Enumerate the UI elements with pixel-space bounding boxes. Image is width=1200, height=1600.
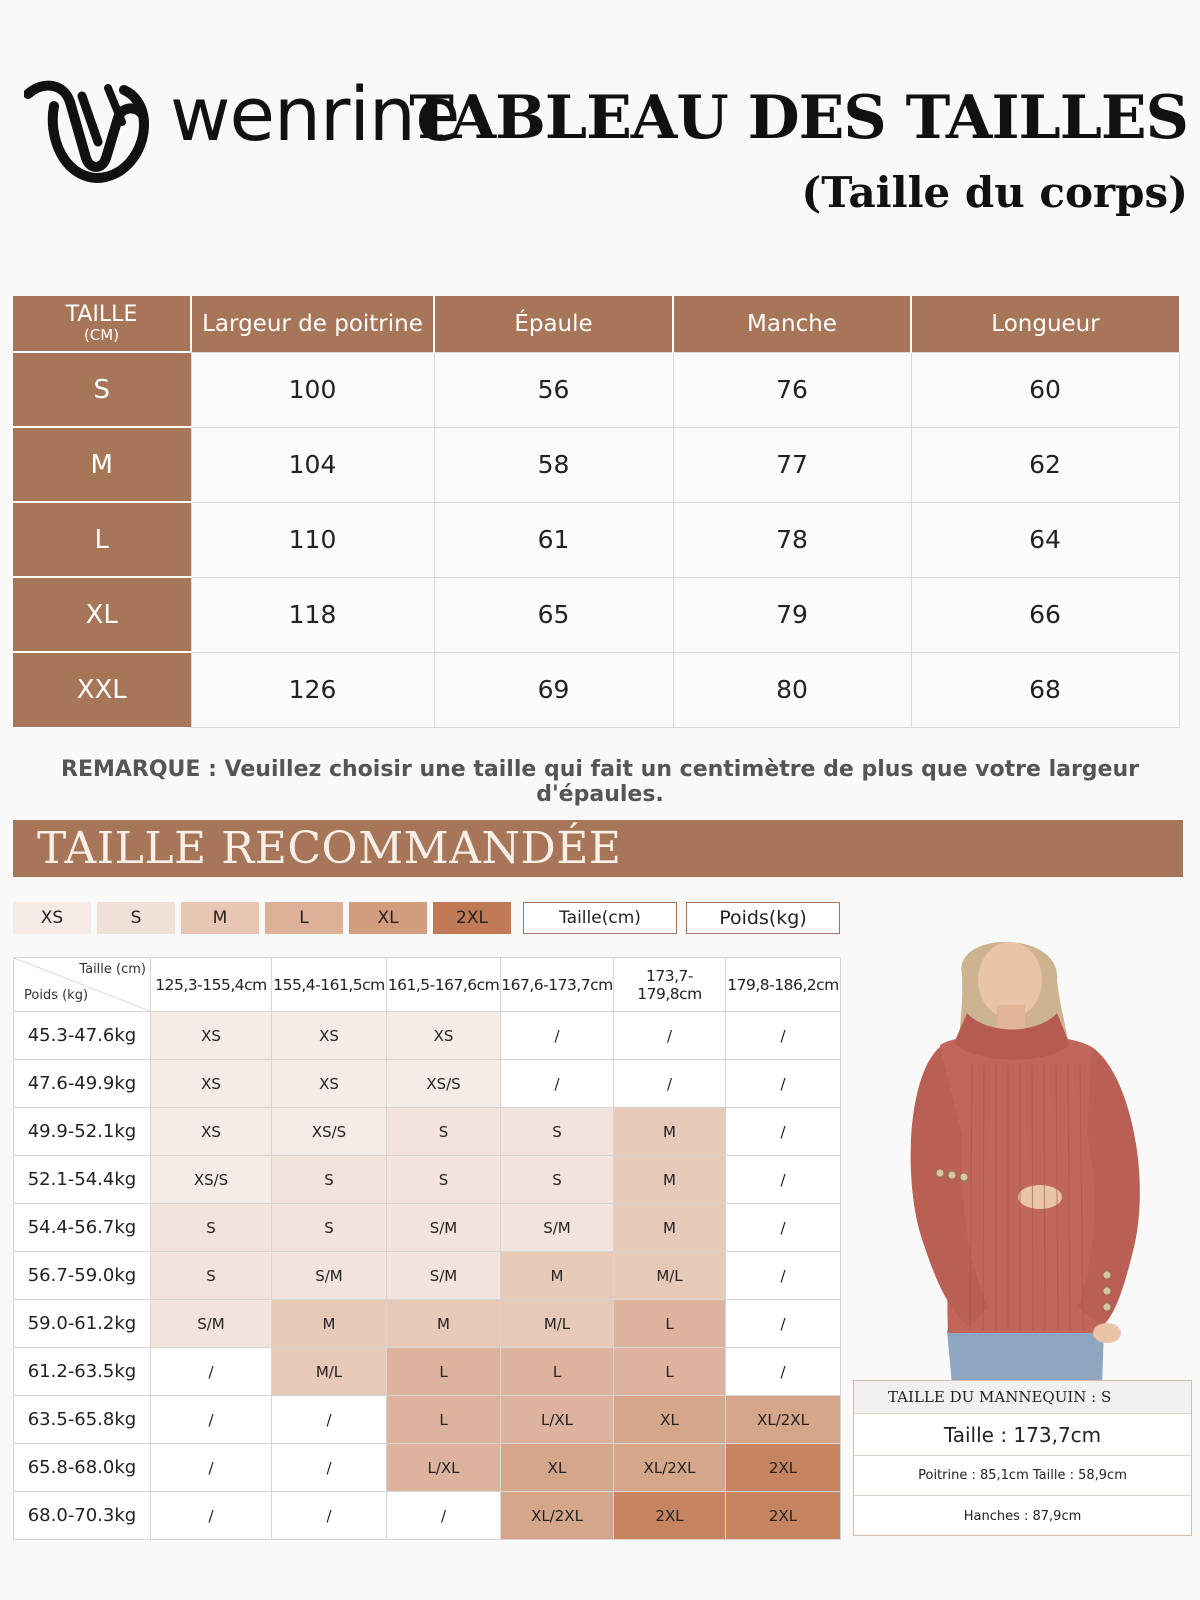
recommend-row [14,1252,841,1300]
recommend-row [14,1444,841,1492]
recommended-size-cell: XS/S [272,1108,387,1156]
size-value-cell: 68 [911,652,1179,727]
size-row [13,427,1179,502]
size-value-cell: 77 [673,427,911,502]
recommended-size-cell: / [151,1396,272,1444]
size-value-cell: 62 [911,427,1179,502]
recommended-size-cell: / [614,1012,726,1060]
recommended-size-cell: / [726,1300,841,1348]
recommended-size-cell: / [726,1348,841,1396]
recommend-row [14,1108,841,1156]
size-row [13,652,1179,727]
weight-range-cell: 56.7-59.0kg [14,1252,151,1300]
remark-note: REMARQUE : Veuillez choisir une taille qui fait un centimètre de plus que votre largeur d'épaules. [61,757,1139,807]
recommended-size-cell: L [614,1300,726,1348]
recommended-size-cell: S [272,1156,387,1204]
size-col-header-label: TAILLE [65,301,138,327]
size-value-cell: 80 [673,652,911,727]
recommended-size-cell: / [151,1444,272,1492]
legend-chip-l: L [265,902,343,934]
size-row [13,502,1179,577]
recommend-corner-cell [14,958,151,1012]
model-info-card [853,1380,1192,1536]
recommended-size-cell: XS [387,1012,501,1060]
recommended-size-cell: / [726,1252,841,1300]
recommended-size-cell: S/M [387,1204,501,1252]
sleeve-col-header: Manche [673,296,911,352]
recommended-size-cell: XS [151,1012,272,1060]
recommended-size-cell: / [726,1204,841,1252]
recommended-size-cell: L/XL [387,1444,501,1492]
recommended-size-cell: XL [501,1444,614,1492]
model-size-title: TAILLE DU MANNEQUIN : S [854,1381,1191,1413]
recommended-size-cell: L [387,1396,501,1444]
recommended-size-cell: / [151,1348,272,1396]
recommended-size-cell: XL/2XL [614,1444,726,1492]
weight-range-cell: 45.3-47.6kg [14,1012,151,1060]
legend-chip-s: S [97,902,175,934]
size-value-cell: 126 [191,652,434,727]
weight-range-cell: 54.4-56.7kg [14,1204,151,1252]
recommended-size-cell: L [614,1348,726,1396]
recommended-size-cell: XS [151,1108,272,1156]
recommended-size-cell: L/XL [501,1396,614,1444]
recommend-header-row [14,958,841,1012]
recommend-row [14,1156,841,1204]
recommended-size-cell: XS [151,1060,272,1108]
recommended-size-cell: / [501,1012,614,1060]
recommended-size-cell: S/M [272,1252,387,1300]
size-value-cell: 100 [191,352,434,427]
recommended-size-cell: S [151,1204,272,1252]
legend-weight-box: Poids(kg) [686,902,840,934]
size-value-cell: 110 [191,502,434,577]
recommend-row [14,1492,841,1540]
recommended-size-cell: M/L [272,1348,387,1396]
legend-chip-m: M [181,902,259,934]
recommended-size-cell: / [151,1492,272,1540]
recommend-banner-title: TAILLE RECOMMANDÉE [37,823,622,874]
size-label: XXL [13,652,191,727]
recommended-size-cell: S [272,1204,387,1252]
recommended-size-cell: S/M [501,1204,614,1252]
weight-range-cell: 61.2-63.5kg [14,1348,151,1396]
recommend-table [13,957,841,1540]
recommended-size-cell: XS [272,1012,387,1060]
recommended-size-cell: 2XL [614,1492,726,1540]
recommended-size-cell: / [726,1108,841,1156]
recommended-size-cell: / [272,1396,387,1444]
recommended-size-cell: S [501,1108,614,1156]
size-value-cell: 56 [434,352,673,427]
recommended-size-cell: S [387,1108,501,1156]
weight-range-cell: 49.9-52.1kg [14,1108,151,1156]
model-height: Taille : 173,7cm [854,1413,1191,1455]
recommended-size-cell: M [614,1108,726,1156]
recommend-row [14,1348,841,1396]
wenrine-logo [24,78,149,183]
recommended-size-cell: XL/2XL [726,1396,841,1444]
recommended-size-cell: XL/2XL [501,1492,614,1540]
recommended-size-cell: S/M [387,1252,501,1300]
size-value-cell: 79 [673,577,911,652]
size-value-cell: 118 [191,577,434,652]
recommended-size-cell: / [501,1060,614,1108]
size-value-cell: 60 [911,352,1179,427]
recommend-row [14,1060,841,1108]
recommended-size-cell: M [614,1156,726,1204]
size-row [13,352,1179,427]
size-value-cell: 76 [673,352,911,427]
size-value-cell: 66 [911,577,1179,652]
size-chart-table [13,296,1180,728]
recommended-size-cell: S [501,1156,614,1204]
weight-range-cell: 59.0-61.2kg [14,1300,151,1348]
size-label: XL [13,577,191,652]
legend-height-box: Taille(cm) [523,902,677,934]
model-photo [852,935,1182,1385]
height-col-header: 179,8-186,2cm [726,958,841,1012]
size-row [13,577,1179,652]
size-label: S [13,352,191,427]
weight-range-cell: 65.8-68.0kg [14,1444,151,1492]
size-value-cell: 69 [434,652,673,727]
recommend-row [14,1012,841,1060]
size-value-cell: 78 [673,502,911,577]
recommended-size-cell: L [387,1348,501,1396]
recommended-size-cell: 2XL [726,1492,841,1540]
corner-weight-label: Poids (kg) [24,988,89,1003]
legend-chip-xl: XL [349,902,427,934]
corner-height-label: Taille (cm) [79,962,146,977]
weight-range-cell: 63.5-65.8kg [14,1396,151,1444]
size-value-cell: 58 [434,427,673,502]
recommended-size-cell: / [387,1492,501,1540]
brand-name: wenrine [170,72,460,158]
recommended-size-cell: L [501,1348,614,1396]
size-value-cell: 61 [434,502,673,577]
recommended-size-cell: XL [614,1396,726,1444]
recommended-size-cell: / [614,1060,726,1108]
legend-chip-2xl: 2XL [433,902,511,934]
recommend-banner [13,820,1183,877]
size-col-header-unit: (CM) [83,325,120,344]
size-chart-header-row [13,296,1179,352]
page-subtitle: (Taille du corps) [801,168,1188,217]
size-label: M [13,427,191,502]
legend-chip-xs: XS [13,902,91,934]
size-col-header [13,296,191,352]
height-col-header: 155,4-161,5cm [272,958,387,1012]
shoulder-col-header: Épaule [434,296,673,352]
recommended-size-cell: S [151,1252,272,1300]
recommended-size-cell: M [614,1204,726,1252]
recommended-size-cell: M/L [501,1300,614,1348]
recommended-size-cell: 2XL [726,1444,841,1492]
recommended-size-cell: / [726,1060,841,1108]
chest-col-header: Largeur de poitrine [191,296,434,352]
size-value-cell: 65 [434,577,673,652]
size-value-cell: 64 [911,502,1179,577]
weight-range-cell: 47.6-49.9kg [14,1060,151,1108]
recommended-size-cell: M [272,1300,387,1348]
size-label: L [13,502,191,577]
recommended-size-cell: S/M [151,1300,272,1348]
weight-range-cell: 68.0-70.3kg [14,1492,151,1540]
recommended-size-cell: XS/S [387,1060,501,1108]
height-col-header: 173,7-179,8cm [614,958,726,1012]
recommended-size-cell: M [387,1300,501,1348]
recommended-size-cell: / [272,1492,387,1540]
size-value-cell: 104 [191,427,434,502]
recommended-size-cell: / [272,1444,387,1492]
weight-range-cell: 52.1-54.4kg [14,1156,151,1204]
recommended-size-cell: XS [272,1060,387,1108]
height-col-header: 125,3-155,4cm [151,958,272,1012]
recommended-size-cell: / [726,1156,841,1204]
model-hips: Hanches : 87,9cm [854,1495,1191,1537]
height-col-header: 167,6-173,7cm [501,958,614,1012]
recommended-size-cell: XS/S [151,1156,272,1204]
recommended-size-cell: S [387,1156,501,1204]
recommended-size-cell: / [726,1012,841,1060]
model-chest-waist: Poitrine : 85,1cm Taille : 58,9cm [854,1455,1191,1495]
recommend-row [14,1300,841,1348]
recommended-size-cell: M [501,1252,614,1300]
recommend-row [14,1204,841,1252]
recommend-row [14,1396,841,1444]
recommended-size-cell: M/L [614,1252,726,1300]
height-col-header: 161,5-167,6cm [387,958,501,1012]
page-title: TABLEAU DES TAILLES [409,83,1188,153]
length-col-header: Longueur [911,296,1179,352]
